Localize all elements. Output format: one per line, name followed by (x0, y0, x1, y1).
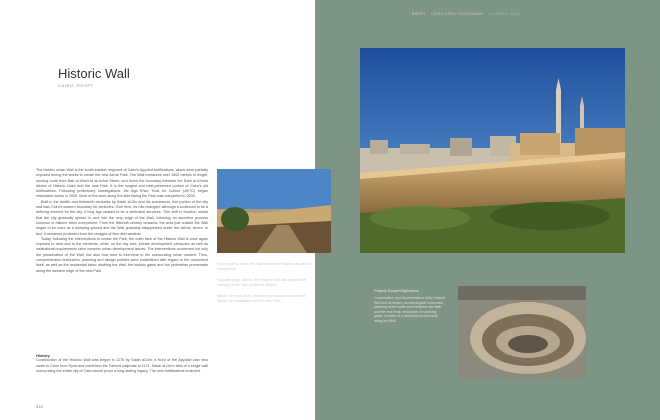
ruins-photo (458, 286, 586, 378)
body-paragraph: Built in the twelfth and thirteenth centuries by Salah al-Din and his successors, this portion of the city wall was Cairo's eastern boundary for centuries. Over time, its role changed: although it continued to be a defining element for the city, it long ago ceased to be a defensive structure. This shift in function meant that the city gradually spread to and into the very edge of the Wall, following an accretive process common to historic cities everywhere. From the fifteenth century onwards, the area just outside the Wall began to be used as a dumping ground and the Wall gradually disappeared under the debris, where, in fact, it remained protected from the ravages of time and weather. (36, 199, 208, 236)
history-section (36, 353, 208, 374)
running-head (412, 12, 525, 16)
wall-path-photo (217, 169, 331, 253)
body-paragraph: Today, following the interventions to create the Park, the outer face of the Historic Wall is once again exposed to view and to the elements, while, on the city side, private development pressures as well as institutional requirements raise complex urban development issues. The interventions concerned not only the preservation of the Wall, but also how best to intervene in the surrounding urban context. Thus, comprehensive restoration, planning and design policies were established with regard to the monument itself, as well as the residential fabric abutting the Wall, the historic gates and the pedestrian promenade along the western edge of the new Park. (36, 236, 208, 273)
body-paragraph: The historic urban Wall is the south-eastern segment of Cairo's Ayyubid fortifications, which were partially exposed during the works to create the new Azhar Park. The Wall measures over 1500 metres in length, running north from Bab al-Wazir to al-Azhar Street, and forms the boundary between the Darb al-Ahmar district of Historic Cairo and the new Park. It is the longest and best-preserved portion of Cairo's old fortifications. Following preliminary investigations, the Aga Khan Trust for Culture (AKTC) began restoration works in 2000. Most of the work along the side facing the Park was completed in 2005. (36, 168, 208, 199)
cairo-skyline-photo (360, 48, 625, 253)
page-title: Historic Wall (58, 66, 130, 81)
body-text (36, 168, 208, 274)
running-head-section: CAIRO AREA PROGRAMME (431, 12, 484, 16)
scope-text: Conservation and documentation of the Historic Wall and its towers; archaeological excavation; planning of the buffer zone between the Wall and the new Park; restoration of surviving gates; creation of a pedestrian promenade along the Wall. (374, 296, 446, 323)
caption-text: From south to north, the wall frames the historic city and its monuments. (217, 262, 311, 271)
photo-captions (217, 262, 312, 310)
running-head-suffix: HISTORIC WALL (489, 12, 521, 16)
page-number: 318 (36, 404, 43, 409)
project-scope (374, 288, 446, 324)
caption-text: Opposite page: above, the Historic Wall and beyond the rooftops of the Darb al-Ahmar district. (217, 278, 306, 287)
scope-title: Project Scope/Objectives (374, 288, 419, 293)
history-heading: History (36, 353, 50, 358)
running-head-prefix: EGYPT (412, 12, 426, 16)
caption-text: Below, the ruins of an Ottoman-era structure uncovered during the excavations for the new Park. (217, 294, 306, 303)
page-subtitle: CAIRO, EGYPT (58, 83, 94, 88)
history-paragraph: Construction of the Historic Wall was begun in 1176 by Salah al-Din, a Kurd of the Ayyubid clan who came to Cairo from Syria and overthrew the Fatimid caliphate in 1171. Salah al-Din's idea of a single wall surrounding the entire city of Cairo would prove a long-lasting legacy. The new fortifications encircled (36, 358, 208, 373)
